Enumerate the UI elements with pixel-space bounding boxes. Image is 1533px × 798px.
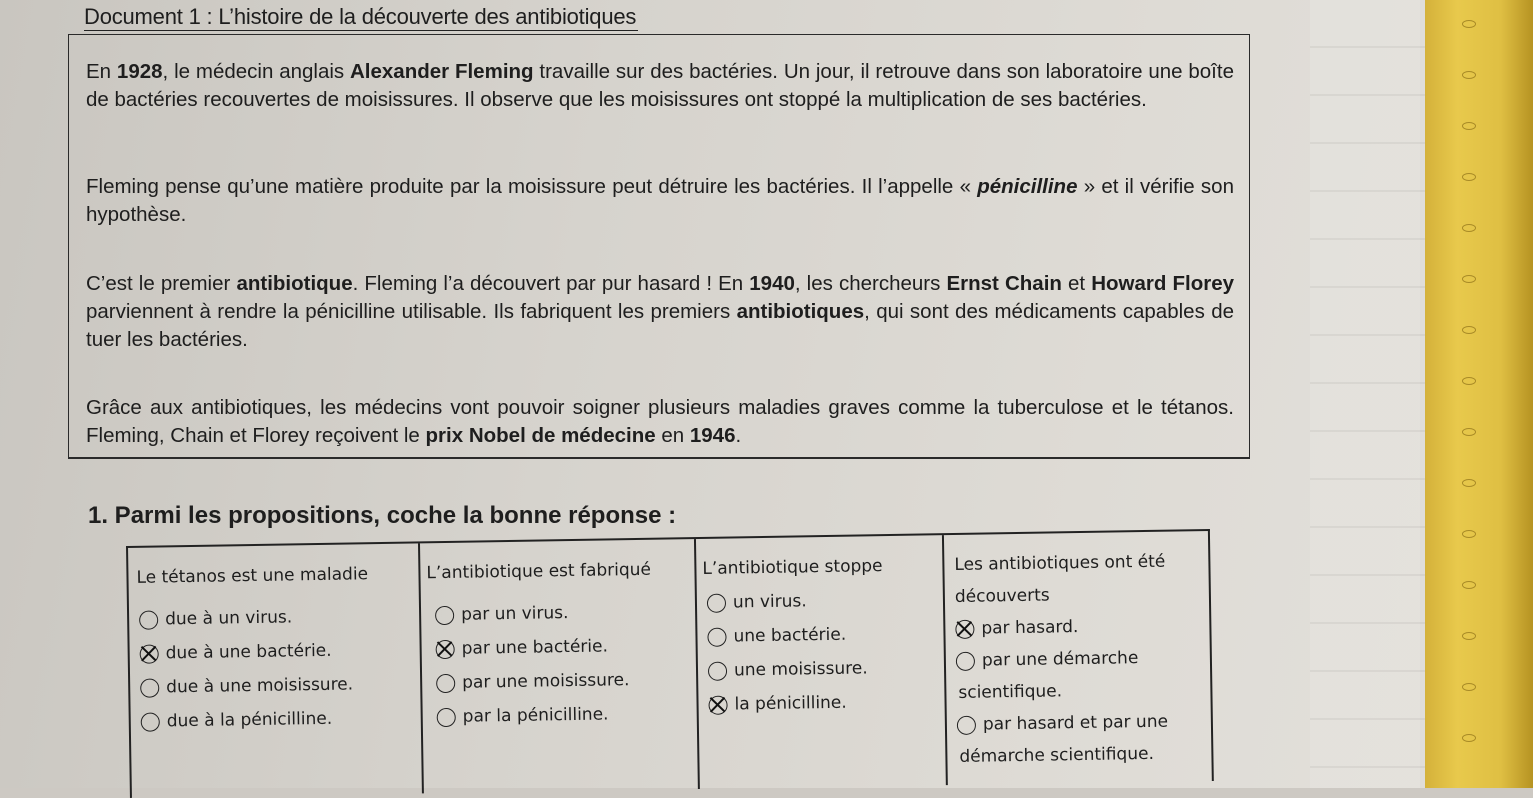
option-virus[interactable]: due à un virus. xyxy=(139,607,292,629)
text-run: Howard Florey xyxy=(1091,272,1235,295)
radio-circle[interactable] xyxy=(435,605,454,624)
column-heading: L’antibiotique stoppe xyxy=(702,556,883,579)
notebook-ring-hole xyxy=(1462,479,1476,487)
column-decouverte xyxy=(942,531,1212,785)
text-run: En xyxy=(86,60,117,83)
text-run: antibiotique xyxy=(236,272,353,295)
notebook-ring-hole xyxy=(1462,275,1476,283)
notebook-ring-hole xyxy=(1462,173,1476,181)
text-run: prix Nobel de médecine xyxy=(425,424,656,447)
text-run: , le médecin anglais xyxy=(162,60,350,83)
paragraph-2 xyxy=(86,173,1234,229)
radio-circle[interactable] xyxy=(139,610,158,629)
text-run: Ernst Chain xyxy=(946,272,1062,295)
option-hasard-et-demarche[interactable]: par hasard et par une xyxy=(957,712,1168,735)
notebook-ring-hole xyxy=(1462,71,1476,79)
text-run: 1928 xyxy=(116,60,163,83)
text-run: pénicilline xyxy=(977,175,1078,198)
column-stoppe xyxy=(694,535,948,789)
option-moisissure[interactable]: due à une moisissure. xyxy=(140,674,353,697)
radio-circle-checked[interactable] xyxy=(436,639,455,658)
radio-circle-checked[interactable] xyxy=(955,619,974,638)
radio-circle-checked[interactable] xyxy=(140,644,159,663)
option-continuation: scientifique. xyxy=(958,681,1063,703)
radio-circle[interactable] xyxy=(141,712,160,731)
notebook-ring-hole xyxy=(1462,326,1476,334)
radio-circle[interactable] xyxy=(957,715,976,734)
text-run: , qui sont des médicaments capables de tuer les bactéries. xyxy=(86,300,1234,351)
option-moisissure[interactable]: par une moisissure. xyxy=(436,670,630,693)
text-run: 1940 xyxy=(749,272,795,295)
notebook-ring-hole xyxy=(1462,224,1476,232)
radio-circle[interactable] xyxy=(140,678,159,697)
option-moisissure[interactable]: une moisissure. xyxy=(708,658,868,681)
yellow-notebook xyxy=(1425,0,1533,788)
option-penicilline[interactable]: par la pénicilline. xyxy=(437,704,609,727)
text-run: travaille sur des bactéries. Un jour, il retrouve dans son laboratoire une boîte de bactéries recouvertes de moisissures. Il observe que les moisissures ont stoppé la multiplication de ses bactéries. xyxy=(86,60,1234,111)
radio-circle[interactable] xyxy=(707,627,726,646)
notebook-ring-hole xyxy=(1462,530,1476,538)
radio-circle[interactable] xyxy=(437,707,456,726)
text-run: Fleming pense qu’une matière produite par la moisissure peut détruire les bactéries. Il l’appelle « xyxy=(86,175,978,198)
radio-circle[interactable] xyxy=(708,661,727,680)
text-run: » et il vérifie son hypothèse. xyxy=(86,175,1234,226)
option-continuation: démarche scientifique. xyxy=(959,743,1155,767)
notebook-ring-hole xyxy=(1462,734,1476,742)
option-hasard[interactable]: par hasard. xyxy=(955,617,1078,639)
notebook-ring-hole xyxy=(1462,683,1476,691)
notebook-ring-hole xyxy=(1462,122,1476,130)
option-demarche[interactable]: par une démarche xyxy=(956,648,1139,671)
column-tetanos xyxy=(128,543,424,798)
notebook-ring-hole xyxy=(1462,581,1476,589)
option-virus[interactable]: par un virus. xyxy=(435,603,569,625)
text-run: en xyxy=(655,424,690,447)
paragraph-1 xyxy=(86,58,1234,114)
option-bacterie[interactable]: une bactérie. xyxy=(707,625,846,647)
column-heading-continued: découverts xyxy=(954,585,1050,607)
option-penicilline[interactable]: la pénicilline. xyxy=(708,693,846,715)
column-heading: Le tétanos est une maladie xyxy=(136,564,369,588)
option-bacterie[interactable]: due à une bactérie. xyxy=(140,641,332,664)
text-run: 1946 xyxy=(689,424,736,447)
notebook-ring-hole xyxy=(1462,428,1476,436)
paragraph-4 xyxy=(86,394,1234,450)
text-run: , les chercheurs xyxy=(794,272,947,295)
paragraph-3 xyxy=(86,270,1234,354)
text-run: antibiotiques xyxy=(736,300,865,323)
option-bacterie[interactable]: par une bactérie. xyxy=(436,636,609,659)
question-title: 1. Parmi les propositions, coche la bonne réponse : xyxy=(88,502,677,529)
text-run: et xyxy=(1061,272,1092,295)
notebook-ring-hole xyxy=(1462,377,1476,385)
text-run: parviennent à rendre la pénicilline utilisable. Ils fabriquent les premiers xyxy=(86,300,737,323)
column-fabrication xyxy=(418,539,700,793)
column-heading: Les antibiotiques ont été xyxy=(954,551,1166,575)
option-virus[interactable]: un virus. xyxy=(707,591,807,613)
radio-circle[interactable] xyxy=(707,593,726,612)
radio-circle-checked[interactable] xyxy=(708,695,727,714)
radio-circle[interactable] xyxy=(956,651,975,670)
document-title: Document 1 : L’histoire de la découverte des antibiotiques xyxy=(84,4,637,29)
answer-grid xyxy=(126,529,1214,798)
text-run: . xyxy=(735,424,742,447)
radio-circle[interactable] xyxy=(436,673,455,692)
text-run: C’est le premier xyxy=(86,272,237,295)
option-penicilline[interactable]: due à la pénicilline. xyxy=(141,709,333,732)
text-run: Alexander Fleming xyxy=(350,60,534,83)
notebook-ring-hole xyxy=(1462,632,1476,640)
notebook-ring-hole xyxy=(1462,20,1476,28)
text-run: Grâce aux antibiotiques, les médecins vont pouvoir soigner plusieurs maladies graves comme la tuberculose et le tétanos. Fleming, Chain et Florey reçoivent le xyxy=(86,396,1234,447)
column-heading: L’antibiotique est fabriqué xyxy=(426,559,652,584)
text-run: . Fleming l’a découvert par pur hasard ! En xyxy=(352,272,750,295)
